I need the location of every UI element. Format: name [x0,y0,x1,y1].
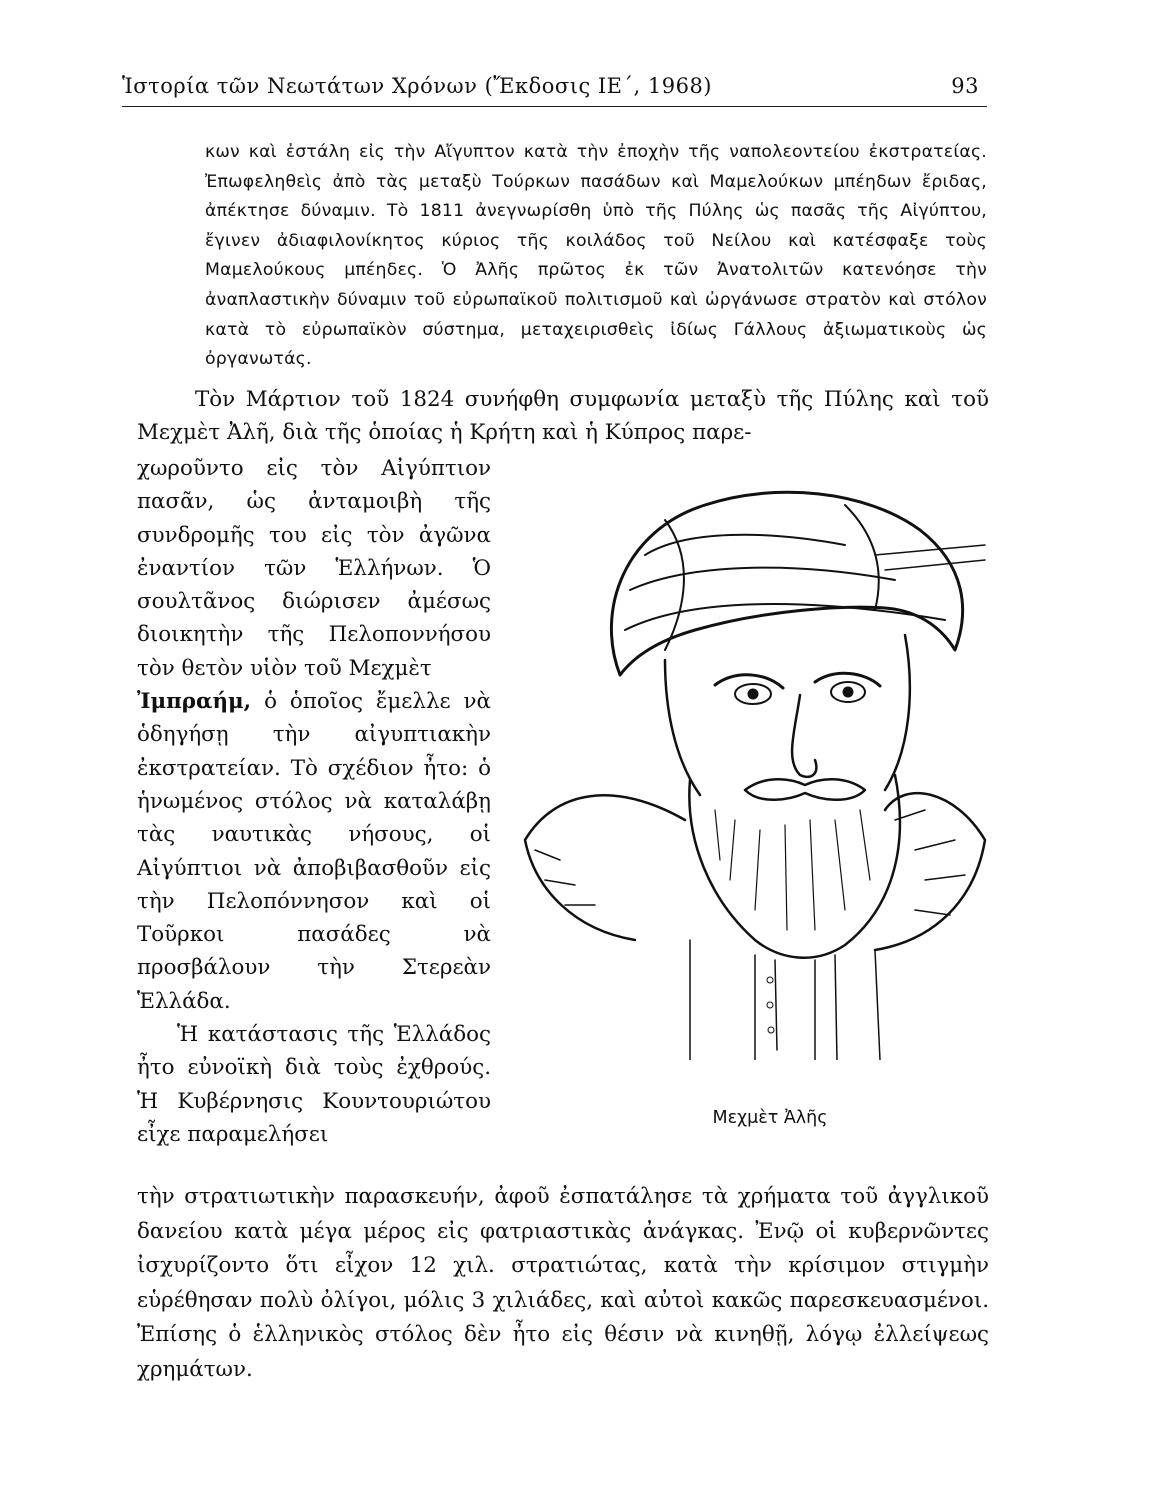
second-paragraph-continuation: τὴν στρατιωτικὴν παρασκευήν, ἀφοῦ ἐσπατάλησε τὰ χρήματα τοῦ ἀγγλικοῦ δανείου κατὰ μέγα μέρος εἰς φατριαστικὰς ἀνάγκας. Ἐνῷ οἱ κυβερνῶντες ἰσχυρίζοντο ὅτι εἶχον 12 χιλ. στρατιώτας, κατὰ τὴν κρίσιμον στιγμὴν εὑρέθησαν πολὺ ὀλίγοι, μόλις 3 χιλιάδες, καὶ αὐτοὶ κακῶς παρεσκευασμένοι. Ἐπίσης ὁ ἑλληνικὸς στόλος δὲν ἦτο εἰς θέσιν νὰ κινηθῇ, λόγῳ ἐλλείψεως χρημάτων. [137,1184,989,1382]
intro-paragraph: κων καὶ ἐστάλη εἰς τὴν Αἴγυπτον κατὰ τὴν ἐποχὴν τῆς ναπολεοντείου ἐκστρατείας. Ἐπωφεληθεὶς ἀπὸ τὰς μεταξὺ Τούρκων πασάδων καὶ Μαμελούκων μπέηδων ἔριδας, ἀπέκτησε δύναμιν. Τὸ 1811 ἀνεγνωρίσθη ὑπὸ τῆς Πύλης ὡς πασᾶς τῆς Αἰγύπτου, ἔγινεν ἀδιαφιλονίκητος κύριος τῆς κοιλάδος τοῦ Νείλου καὶ κατέσφαξε τοὺς Μαμελούκους μπέηδες. Ὁ Ἀλῆς πρῶτος ἐκ τῶν Ἀνατολιτῶν κατενόησε τὴν ἀναπλαστικὴν δύναμιν τοῦ εὐρωπαϊκοῦ πολιτισμοῦ καὶ ὠργάνωσε στρατὸν καὶ στόλον κατὰ τὸ εὐρωπαϊκὸν σύστημα, μεταχειρισθεὶς ἰδίως Γάλλους ἀξιωματικοὺς ὡς ὀργανωτάς. [205,142,987,370]
second-paragraph-column: Ἡ κατάστασις τῆς Ἑλλάδος ἦτο εὐνοϊκὴ διὰ τοὺς ἐχθρούς. Ἡ Κυβέρνησις Κουντουριώτου εἶχε παραμελήσει [137,1022,491,1147]
main-paragraph-text-before-name: χωροῦντο εἰς τὸν Αἰγύπτιον πασᾶν, ὡς ἀνταμοιβὴ τῆς συνδρομῆς του εἰς τὸν ἀγῶνα ἐναντίον τῶν Ἑλλήνων. Ὁ σουλτᾶνος διώρισεν ἀμέσως διοικητὴν τῆς Πελοποννήσου τὸν θετὸν υἱὸν τοῦ Μεχμὲτ [137,456,491,681]
bold-name-ibrahim: Ἰμπραήμ, [137,689,252,715]
portrait-figure [515,460,990,1060]
book-title: Ἱστορία τῶν Νεωτάτων Χρόνων (Ἔκδοσις ΙΕ΄, 1968) [122,74,712,98]
running-header [122,70,987,107]
second-paragraph-full-width [137,1180,989,1388]
main-paragraph-column [137,452,491,1018]
left-text-column [137,452,491,1151]
intro-paragraph-block [205,138,987,375]
page-number: 93 [951,74,979,98]
main-paragraph-full-width [137,383,989,449]
main-paragraph-opening: Τὸν Μάρτιον τοῦ 1824 συνήφθη συμφωνία μεταξὺ τῆς Πύλης καὶ τοῦ Μεχμὲτ Ἀλῆ, διὰ τῆς ὁποίας ἡ Κρήτη καὶ ἡ Κύπρος παρε- [137,387,989,445]
portrait-caption: Μεχμὲτ Ἀλῆς [712,1108,828,1128]
main-paragraph-text-after-name: ὁ ὁποῖος ἔμελλε νὰ ὁδηγήσῃ τὴν αἰγυπτιακὴν ἐκστρατείαν. Τὸ σχέδιον ἦτο: ὁ ἡνωμένος στόλος νὰ καταλάβῃ τὰς ναυτικὰς νήσους, οἱ Αἰγύπτιοι νὰ ἀποβιβασθοῦν εἰς τὴν Πελοπόννησον καὶ οἱ Τοῦρκοι πασάδες νὰ προσβάλουν τὴν Στερεὰν Ἑλλάδα. [137,689,491,1014]
fur-collar [525,793,985,950]
face-outline [665,635,910,795]
portrait-illustration-icon [515,460,990,1060]
